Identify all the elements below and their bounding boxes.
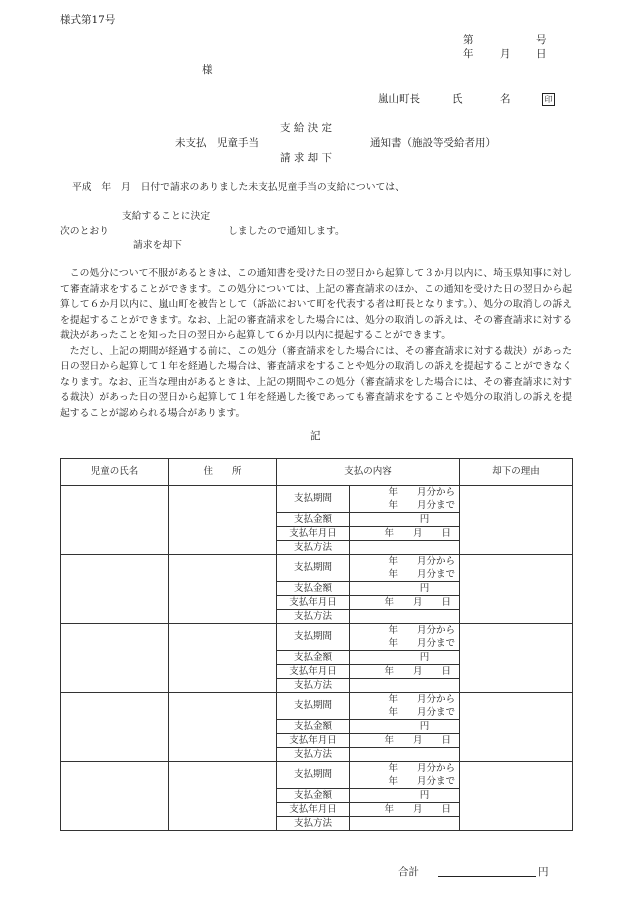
- value-amount[interactable]: 円: [350, 651, 460, 665]
- table-row: [61, 762, 573, 789]
- period-from: 年 月分から: [388, 763, 456, 774]
- address-cell[interactable]: [169, 762, 277, 831]
- decision-option-reject: 請求を却下: [133, 240, 182, 251]
- label-period: 支払期間: [277, 486, 350, 513]
- period-to: 年 月分まで: [388, 776, 456, 787]
- reject-reason-cell[interactable]: [460, 693, 573, 762]
- address-cell[interactable]: [169, 624, 277, 693]
- appeal-paragraph-1: この処分について不服があるときは、この通知書を受けた日の翌日から起算して３か月以内に、埼玉県知事に対して審査請求をすることができます。この処分については、上記の審査請求のほか、この通知を受けた日の翌日から起算して６か月以内に、嵐山町を被告として（訴訟において町を代表する者は町長となります。）、処分の取消しの訴えを提起することができます。なお、上記の審査請求をした場合には、処分の取消しの訴えは、その審査請求に対する裁決があったことを知った日の翌日から起算して６か月以内に提起することができます。: [60, 268, 572, 341]
- value-amount[interactable]: 円: [350, 720, 460, 734]
- address-cell[interactable]: [169, 693, 277, 762]
- appeal-notice: [60, 266, 572, 421]
- label-date: 支払年月日: [277, 734, 350, 748]
- value-method[interactable]: [350, 679, 460, 693]
- table-row: [61, 624, 573, 651]
- label-method: 支払方法: [277, 817, 350, 831]
- date-year: 年: [463, 48, 474, 60]
- seal-mark: 印: [542, 93, 555, 106]
- date-month: 月: [500, 48, 511, 60]
- value-period[interactable]: [350, 762, 460, 789]
- total-unit: 円: [538, 866, 549, 878]
- appeal-paragraph-2: ただし、上記の期間が経過する前に、この処分（審査請求をした場合には、その審査請求に対する裁決）があった日の翌日から起算して１年を経過した場合は、審査請求をすることや処分の取消しの訴えを提起することができなくなります。なお、正当な理由があるときは、上記の期間やこの処分（審査請求をした場合には、その審査請求に対する裁決）があった日の翌日から起算して１年を経過した後であっても審査請求をすることや処分の取消しの訴えを提起することが認められる場合があります。: [60, 345, 572, 419]
- label-date: 支払年月日: [277, 527, 350, 541]
- payment-table: [60, 458, 573, 831]
- value-period[interactable]: [350, 624, 460, 651]
- label-date: 支払年月日: [277, 665, 350, 679]
- label-amount: 支払金額: [277, 582, 350, 596]
- label-period: 支払期間: [277, 555, 350, 582]
- label-period: 支払期間: [277, 693, 350, 720]
- doc-number-dai: 第: [463, 34, 474, 46]
- child-name-cell[interactable]: [61, 486, 169, 555]
- value-method[interactable]: [350, 541, 460, 555]
- period-from: 年 月分から: [388, 556, 456, 567]
- address-cell[interactable]: [169, 486, 277, 555]
- reject-reason-cell[interactable]: [460, 486, 573, 555]
- header-payment-content: 支払の内容: [277, 459, 460, 486]
- header-child-name: 児童の氏名: [61, 459, 169, 486]
- reject-reason-cell[interactable]: [460, 624, 573, 693]
- table-body: [61, 486, 573, 831]
- label-amount: 支払金額: [277, 651, 350, 665]
- total-label: 合計: [398, 866, 419, 878]
- addressee-sama: 様: [202, 64, 213, 76]
- title-suffix: 通知書（施設等受給者用）: [370, 137, 496, 149]
- value-date[interactable]: 年 月 日: [350, 803, 460, 817]
- label-method: 支払方法: [277, 541, 350, 555]
- label-date: 支払年月日: [277, 803, 350, 817]
- date-day: 日: [536, 48, 547, 60]
- value-method[interactable]: [350, 817, 460, 831]
- period-to: 年 月分まで: [388, 500, 456, 511]
- issuer-shi: 氏: [452, 93, 463, 105]
- value-amount[interactable]: 円: [350, 582, 460, 596]
- value-amount[interactable]: 円: [350, 513, 460, 527]
- header-reject-reason: 却下の理由: [460, 459, 573, 486]
- period-from: 年 月分から: [388, 625, 456, 636]
- title-option-lower: 請 求 却 下: [280, 152, 333, 164]
- child-name-cell[interactable]: [61, 555, 169, 624]
- label-amount: 支払金額: [277, 789, 350, 803]
- value-date[interactable]: 年 月 日: [350, 665, 460, 679]
- value-period[interactable]: [350, 693, 460, 720]
- value-period[interactable]: [350, 555, 460, 582]
- child-name-cell[interactable]: [61, 693, 169, 762]
- table-header-row: [61, 459, 573, 486]
- period-from: 年 月分から: [388, 487, 456, 498]
- decision-option-pay: 支給することに決定: [122, 211, 211, 222]
- child-name-cell[interactable]: [61, 762, 169, 831]
- value-period[interactable]: [350, 486, 460, 513]
- table-row: [61, 486, 573, 513]
- period-from: 年 月分から: [388, 694, 456, 705]
- value-method[interactable]: [350, 748, 460, 762]
- value-amount[interactable]: 円: [350, 789, 460, 803]
- issuer-mayor: 嵐山町長: [378, 93, 420, 105]
- decision-lead: 次のとおり: [60, 226, 109, 237]
- value-date[interactable]: 年 月 日: [350, 596, 460, 610]
- period-to: 年 月分まで: [388, 569, 456, 580]
- total-amount-line: [438, 876, 536, 877]
- title-option-upper: 支 給 決 定: [280, 122, 333, 134]
- value-method[interactable]: [350, 610, 460, 624]
- label-amount: 支払金額: [277, 513, 350, 527]
- value-date[interactable]: 年 月 日: [350, 527, 460, 541]
- header-address: 住 所: [169, 459, 277, 486]
- label-amount: 支払金額: [277, 720, 350, 734]
- decision-tail: しましたので通知します。: [228, 226, 345, 237]
- period-to: 年 月分まで: [388, 638, 456, 649]
- table-row: [61, 555, 573, 582]
- label-date: 支払年月日: [277, 596, 350, 610]
- table-row: [61, 693, 573, 720]
- intro-line: 平成 年 月 日付で請求のありました未支払児童手当の支給については、: [72, 182, 405, 193]
- label-method: 支払方法: [277, 748, 350, 762]
- period-to: 年 月分まで: [388, 707, 456, 718]
- child-name-cell[interactable]: [61, 624, 169, 693]
- value-date[interactable]: 年 月 日: [350, 734, 460, 748]
- form-number: 様式第17号: [60, 14, 116, 26]
- title-prefix: 未支払 児童手当: [175, 137, 259, 149]
- label-method: 支払方法: [277, 610, 350, 624]
- label-method: 支払方法: [277, 679, 350, 693]
- label-period: 支払期間: [277, 624, 350, 651]
- address-cell[interactable]: [169, 555, 277, 624]
- issuer-mei: 名: [500, 93, 511, 105]
- reject-reason-cell[interactable]: [460, 762, 573, 831]
- reject-reason-cell[interactable]: [460, 555, 573, 624]
- label-period: 支払期間: [277, 762, 350, 789]
- doc-number-go: 号: [536, 34, 547, 46]
- issuer-seal: [542, 93, 555, 107]
- ki-label: 記: [310, 430, 321, 442]
